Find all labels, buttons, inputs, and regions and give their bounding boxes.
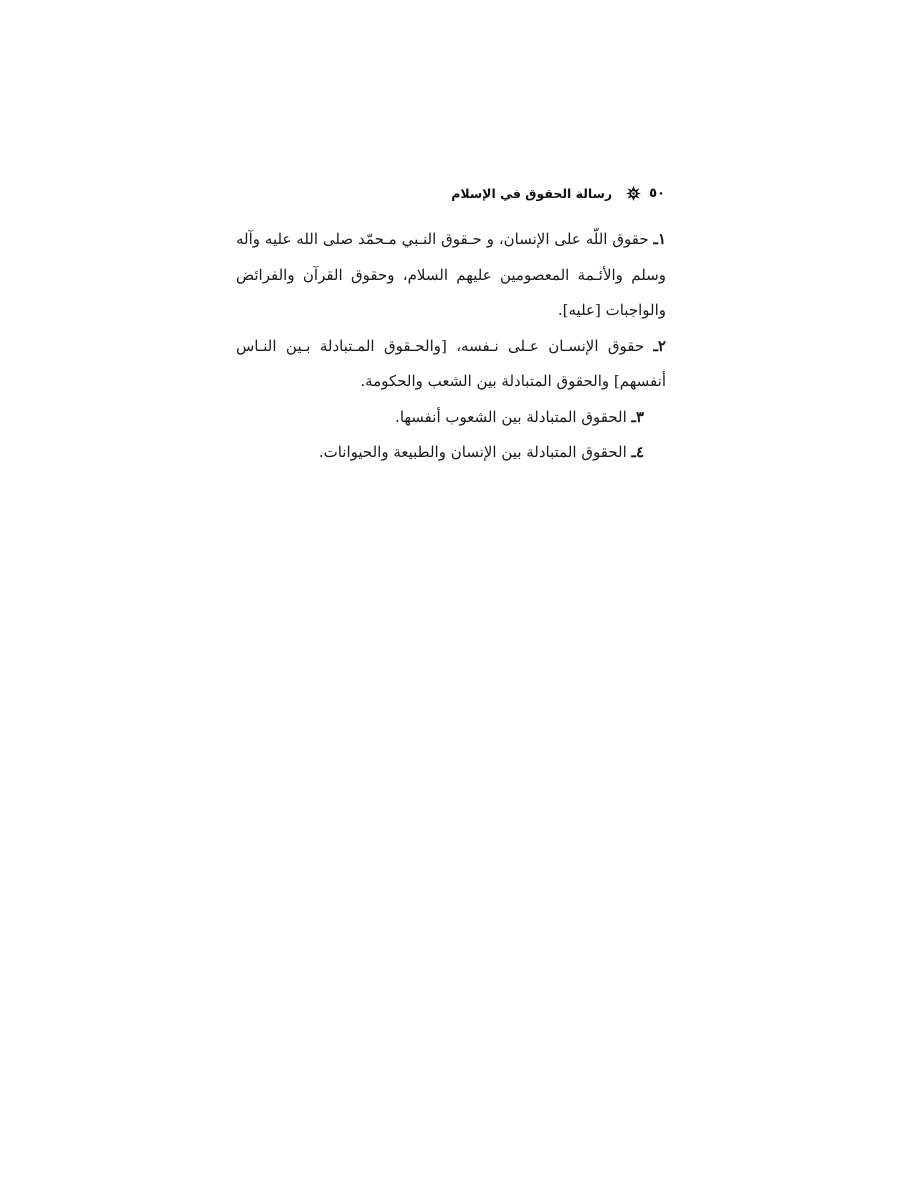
list-item	[236, 400, 666, 436]
list-item	[236, 329, 666, 400]
item-text: حقوق اللّه على الإنسان، و حـقوق النـبي مـحمّد صلى الله عليه وآله وسلم والأئـمة المعصومين عليهم السلام، وحقوق القرآن والفرائض والواجبات [عليه].	[236, 230, 666, 319]
item-text: حقوق الإنسـان عـلى نـفسه، [والحـقوق المـتبادلة بـين النـاس أنفسهم] والحقوق المتبادلة بين الشعب والحكومة.	[236, 336, 666, 390]
list-item	[236, 435, 666, 471]
item-dash: ـ	[631, 443, 636, 461]
item-dash: ـ	[653, 336, 658, 355]
item-dash: ـ	[653, 230, 658, 248]
item-number: ٢	[657, 336, 666, 355]
item-text: الحقوق المتبادلة بين الإنسان والطبيعة والحيوانات.	[318, 443, 627, 461]
running-header	[451, 186, 665, 201]
item-dash: ـ	[631, 407, 636, 426]
body-text	[236, 222, 666, 471]
eight-point-star-icon	[626, 186, 641, 201]
list-item	[236, 222, 666, 329]
page-number: ٥٠	[649, 186, 665, 201]
item-number: ٣	[635, 407, 644, 426]
item-text: الحقوق المتبادلة بين الشعوب أنفسها.	[395, 407, 627, 426]
running-title: رسالة الحقوق في الإسلام	[451, 186, 613, 201]
item-number: ٤	[635, 443, 644, 461]
item-number: ١	[657, 230, 666, 248]
